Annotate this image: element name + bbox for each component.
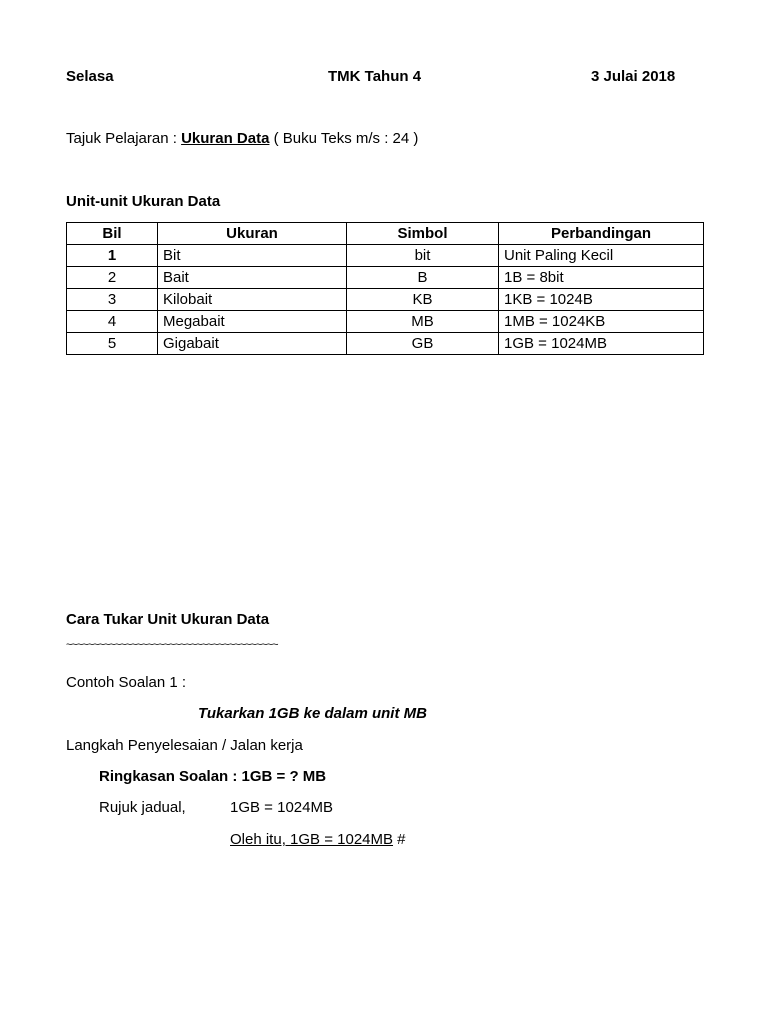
cell-ukuran: Bit <box>158 245 347 267</box>
column-header-simbol: Simbol <box>347 223 499 245</box>
units-table <box>66 222 704 355</box>
question-summary: Ringkasan Soalan : 1GB = ? MB <box>99 768 327 785</box>
cell-ukuran: Gigabait <box>158 333 347 355</box>
cell-simbol: bit <box>347 245 499 267</box>
cell-bil: 3 <box>67 289 158 311</box>
table-row <box>67 289 704 311</box>
topic-line <box>66 130 418 147</box>
table-heading: Unit-unit Ukuran Data <box>66 193 221 210</box>
conclusion-line <box>230 831 406 848</box>
steps-label: Langkah Penyelesaian / Jalan kerja <box>66 737 303 754</box>
table-row <box>67 245 704 267</box>
example-question: Tukarkan 1GB ke dalam unit MB <box>198 705 427 722</box>
cell-bil: 4 <box>67 311 158 333</box>
header-date: 3 Julai 2018 <box>591 68 676 85</box>
cell-simbol: GB <box>347 333 499 355</box>
refer-label: Rujuk jadual, <box>99 799 186 816</box>
cell-ukuran: Kilobait <box>158 289 347 311</box>
cell-bil: 1 <box>67 245 158 267</box>
header-subject: TMK Tahun 4 <box>328 68 422 85</box>
cell-perbandingan: 1GB = 1024MB <box>499 333 704 355</box>
cell-simbol: KB <box>347 289 499 311</box>
topic-title: Ukuran Data <box>181 130 270 147</box>
cell-simbol: B <box>347 267 499 289</box>
header-day: Selasa <box>66 68 114 85</box>
table-row <box>67 311 704 333</box>
conclusion-mark: # <box>393 831 406 848</box>
column-header-bil: Bil <box>67 223 158 245</box>
cell-perbandingan: 1KB = 1024B <box>499 289 704 311</box>
squiggle-underline: ~~~~~~~~~~~~~~~~~~~~~~~~~~~~~~~~~~~~~~~ <box>66 639 278 651</box>
cell-bil: 5 <box>67 333 158 355</box>
conclusion-text: Oleh itu, 1GB = 1024MB <box>230 831 394 848</box>
cell-perbandingan: Unit Paling Kecil <box>499 245 704 267</box>
conversion-heading: Cara Tukar Unit Ukuran Data <box>66 611 270 628</box>
topic-suffix: ( Buku Teks m/s : 24 ) <box>269 130 419 147</box>
cell-perbandingan: 1MB = 1024KB <box>499 311 704 333</box>
cell-ukuran: Bait <box>158 267 347 289</box>
cell-perbandingan: 1B = 8bit <box>499 267 704 289</box>
cell-ukuran: Megabait <box>158 311 347 333</box>
table-header-row <box>67 223 704 245</box>
cell-bil: 2 <box>67 267 158 289</box>
column-header-perbandingan: Perbandingan <box>499 223 704 245</box>
table-row <box>67 333 704 355</box>
table-row <box>67 267 704 289</box>
cell-simbol: MB <box>347 311 499 333</box>
example-label: Contoh Soalan 1 : <box>66 674 187 691</box>
refer-value: 1GB = 1024MB <box>230 799 333 816</box>
topic-prefix: Tajuk Pelajaran : <box>66 130 182 147</box>
column-header-ukuran: Ukuran <box>158 223 347 245</box>
